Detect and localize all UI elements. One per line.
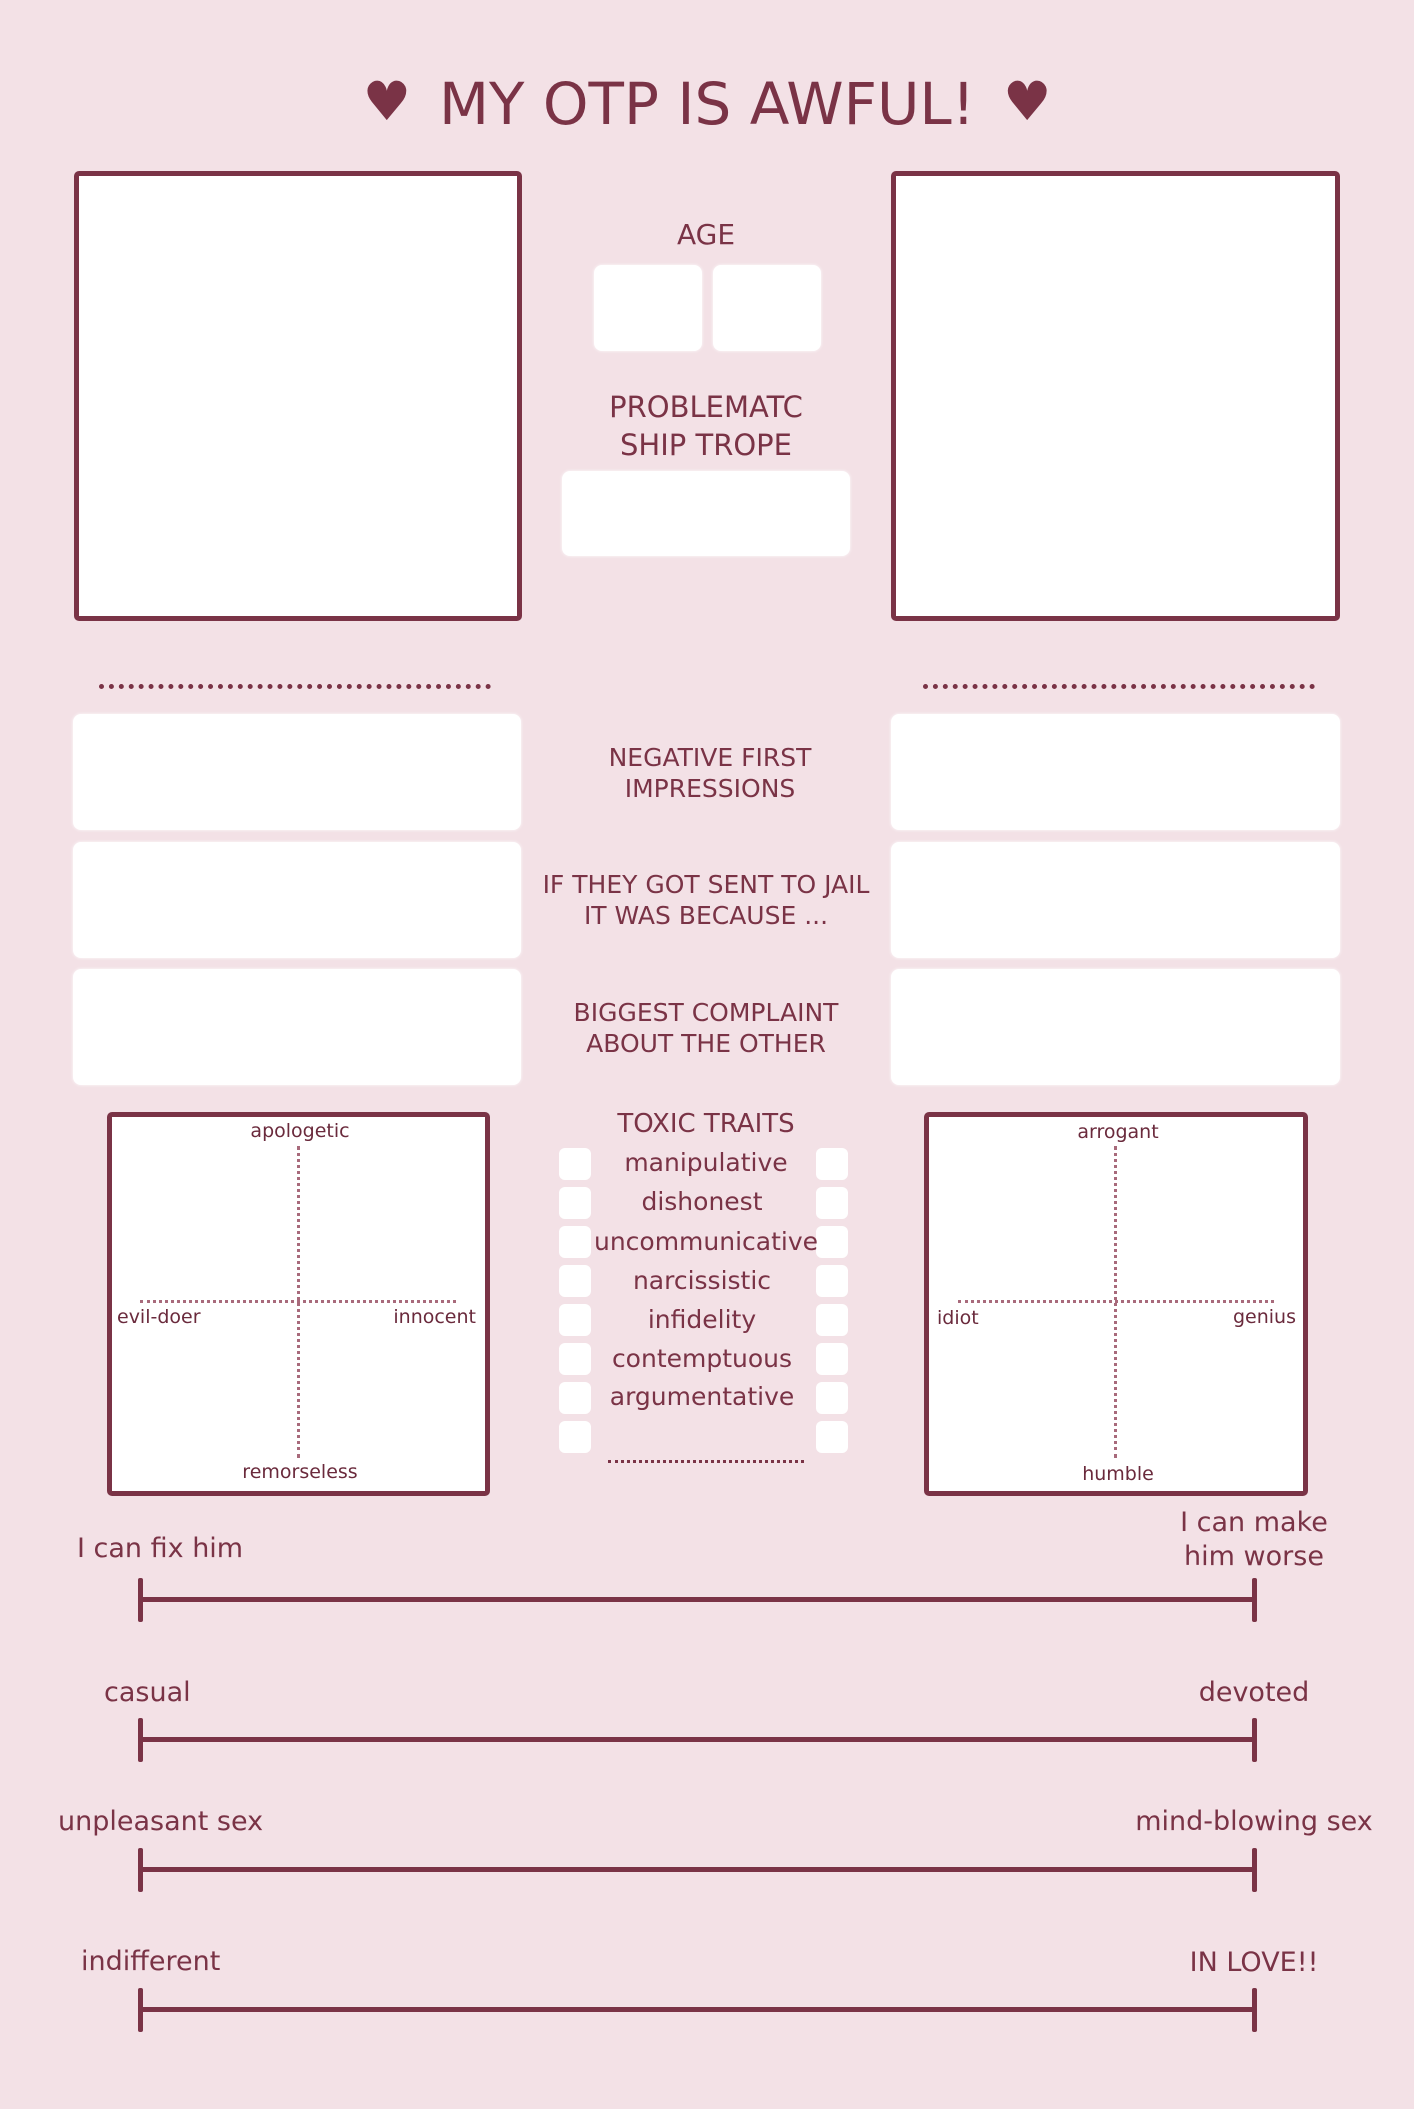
right-grid-bottom-label: humble bbox=[1082, 1463, 1154, 1485]
slider-3-right-label: mind-blowing sex bbox=[1135, 1806, 1373, 1837]
jail-reason-line1: IF THEY GOT SENT TO JAIL bbox=[542, 870, 870, 899]
right-first-impression-field[interactable] bbox=[891, 714, 1340, 830]
slider-3-track[interactable] bbox=[140, 1867, 1256, 1872]
trait-checkbox-left[interactable] bbox=[559, 1421, 591, 1453]
slider-2-right-label: devoted bbox=[1198, 1677, 1310, 1708]
right-grid-right-label: genius bbox=[1232, 1306, 1296, 1328]
age-field-right[interactable] bbox=[713, 265, 821, 351]
heart-icon: ♥ bbox=[1003, 70, 1052, 133]
trait-contemptuous: contemptuous bbox=[611, 1344, 793, 1373]
left-complaint-field[interactable] bbox=[73, 969, 521, 1085]
right-grid-horizontal-axis bbox=[958, 1300, 1274, 1303]
ship-trope-label-line1: PROBLEMATC bbox=[609, 390, 803, 424]
trait-uncommunicative: uncommunicative bbox=[593, 1227, 819, 1256]
slider-2-track[interactable] bbox=[140, 1737, 1256, 1742]
slider-1-track[interactable] bbox=[140, 1597, 1256, 1602]
left-grid-right-label: innocent bbox=[393, 1306, 476, 1328]
trait-argumentative: argumentative bbox=[609, 1382, 795, 1411]
first-impressions-label bbox=[530, 742, 890, 804]
left-grid-bottom-label: remorseless bbox=[242, 1461, 358, 1483]
left-grid-top-label: apologetic bbox=[250, 1120, 350, 1142]
right-grid-top-label: arrogant bbox=[1077, 1121, 1159, 1143]
jail-reason-label bbox=[526, 869, 886, 931]
trait-checkbox-right[interactable] bbox=[816, 1421, 848, 1453]
heart-icon: ♥ bbox=[362, 70, 411, 133]
trait-narcissistic: narcissistic bbox=[632, 1266, 772, 1295]
slider-1-left-label: I can fix him bbox=[77, 1533, 244, 1564]
trait-dishonest: dishonest bbox=[641, 1187, 763, 1216]
left-grid-left-label: evil-doer bbox=[117, 1306, 201, 1328]
age-field-left[interactable] bbox=[594, 265, 702, 351]
slider-4-right-end bbox=[1252, 1988, 1257, 2032]
slider-1-right-line2: him worse bbox=[1184, 1541, 1324, 1572]
left-character-photo-frame[interactable] bbox=[74, 171, 522, 621]
jail-reason-line2: IT WAS BECAUSE ... bbox=[583, 901, 829, 930]
complaint-line1: BIGGEST COMPLAINT bbox=[573, 998, 839, 1027]
toxic-traits-heading: TOXIC TRAITS bbox=[617, 1109, 795, 1139]
ship-trope-field[interactable] bbox=[562, 471, 850, 556]
right-character-photo-frame[interactable] bbox=[891, 171, 1340, 621]
right-complaint-field[interactable] bbox=[891, 969, 1340, 1085]
slider-1-right-end bbox=[1252, 1578, 1257, 1622]
first-impressions-line2: IMPRESSIONS bbox=[624, 774, 796, 803]
custom-trait-line[interactable] bbox=[608, 1460, 804, 1463]
ship-trope-label bbox=[556, 388, 856, 464]
right-jail-reason-field[interactable] bbox=[891, 842, 1340, 958]
slider-4-track[interactable] bbox=[140, 2007, 1256, 2012]
left-name-line[interactable] bbox=[99, 684, 491, 689]
left-grid-horizontal-axis bbox=[140, 1300, 456, 1303]
page-title bbox=[0, 70, 1414, 138]
age-label: AGE bbox=[676, 218, 736, 251]
left-jail-reason-field[interactable] bbox=[73, 842, 521, 958]
slider-1-right-label bbox=[1150, 1506, 1358, 1574]
slider-4-left-label: indifferent bbox=[81, 1946, 221, 1977]
ship-trope-label-line2: SHIP TROPE bbox=[620, 428, 792, 462]
slider-1-right-line1: I can make bbox=[1180, 1507, 1328, 1538]
first-impressions-line1: NEGATIVE FIRST bbox=[608, 743, 812, 772]
complaint-label bbox=[526, 997, 886, 1059]
slider-3-right-end bbox=[1252, 1848, 1257, 1892]
trait-infidelity: infidelity bbox=[647, 1305, 757, 1334]
title-text: MY OTP IS AWFUL! bbox=[439, 70, 975, 138]
slider-2-right-end bbox=[1252, 1718, 1257, 1762]
trait-manipulative: manipulative bbox=[624, 1148, 788, 1177]
complaint-line2: ABOUT THE OTHER bbox=[586, 1029, 826, 1058]
right-name-line[interactable] bbox=[923, 684, 1315, 689]
left-first-impression-field[interactable] bbox=[73, 714, 521, 830]
slider-2-left-label: casual bbox=[104, 1677, 191, 1708]
right-grid-left-label: idiot bbox=[937, 1307, 979, 1329]
slider-4-right-label: IN LOVE!! bbox=[1189, 1947, 1319, 1978]
slider-3-left-label: unpleasant sex bbox=[58, 1806, 264, 1837]
